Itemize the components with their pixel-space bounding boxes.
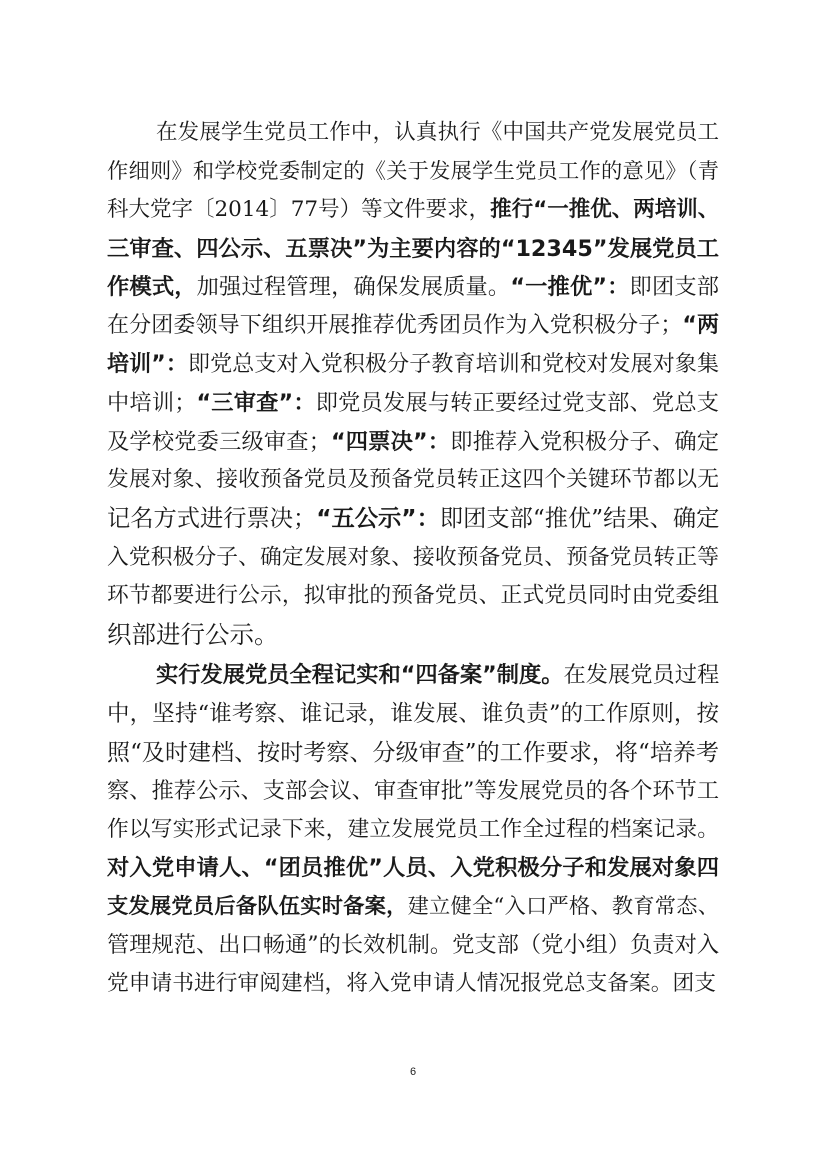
bold-text-run: “四票决”： <box>330 428 451 455</box>
text-line <box>107 461 719 500</box>
body-text <box>107 114 719 1004</box>
text-run: 在分团委领导下组织开展推荐优秀团员作为入党积极分子； <box>107 312 683 338</box>
text-line <box>107 153 719 192</box>
bold-text-run: 对入党申请人、“团员推优”人员、入党积极分子和发展对象四 <box>107 855 719 882</box>
text-run: 即团支部“推优”结果、确定 <box>439 504 720 532</box>
page-number: 6 <box>409 1066 417 1078</box>
text-run: 察、推荐公示、支部会议、审查审批”等发展党员的各个环节工 <box>107 778 720 805</box>
text-run: 党申请书进行审阅建档，将入党申请人情况报党总支备案。团支 <box>107 971 716 997</box>
text-run: 管理规范、出口畅通”的长效机制。党支部（党小组）负责对入 <box>107 932 720 959</box>
text-line <box>107 888 719 927</box>
text-run: 加强过程管理，确保发展质量。 <box>196 274 511 301</box>
text-line <box>107 423 719 462</box>
text-line <box>107 772 719 811</box>
bold-text-run: “五公示”： <box>316 504 440 532</box>
bold-text-run: “三审查”： <box>196 390 316 417</box>
text-run: 及学校党委三级审查； <box>107 428 331 455</box>
bold-text-run: 支发展党员后备队伍实时备案， <box>107 893 408 919</box>
text-line <box>107 384 719 423</box>
text-line <box>107 346 719 385</box>
text-run: 发展对象、接收预备党员及预备党员转正这四个关键环节都以无 <box>107 467 719 493</box>
text-line <box>107 965 719 1004</box>
text-line <box>107 695 719 734</box>
text-run: 入党积极分子、确定发展对象、接收预备党员、预备党员转正等 <box>107 544 719 570</box>
bold-text-run: 三审查、四公示、五票决”为主要内容的“12345”发展党员工 <box>107 235 719 262</box>
bold-text-run: 作模式， <box>107 274 197 301</box>
text-line <box>107 191 719 230</box>
text-line <box>107 849 719 888</box>
text-run: 作以写实形式记录下来，建立发展党员工作全过程的档案记录。 <box>107 816 719 842</box>
text-run: 作细则》和学校党委制定的《关于发展学生党员工作的意见》（青 <box>107 158 719 184</box>
text-run: 即党员发展与转正要经过党支部、党总支 <box>315 390 720 417</box>
bold-text-run: 实行发展党员全程记实和“四备案”制度。 <box>156 662 564 689</box>
text-run: 即推荐入党积极分子、确定 <box>450 428 720 455</box>
text-line <box>107 268 719 307</box>
text-line <box>107 307 719 346</box>
text-line <box>107 656 719 695</box>
bold-text-run: “一推优”： <box>510 274 630 301</box>
text-line <box>107 577 719 616</box>
paragraph <box>107 656 719 1003</box>
text-run: 织部进行公示。 <box>107 619 279 649</box>
text-run: 科大党字〔2014〕77号）等文件要求， <box>107 197 491 223</box>
text-run: 在发展学生党员工作中，认真执行《中国共产党发展党员工 <box>156 120 719 145</box>
paragraph <box>107 114 719 654</box>
text-line <box>107 500 719 539</box>
text-line <box>107 734 719 773</box>
bold-text-run: 培训”： <box>107 351 188 377</box>
text-run: 即党总支对入党积极分子教育培训和党校对发展对象集 <box>187 351 719 377</box>
text-run: 即团支部 <box>629 274 720 301</box>
bold-text-run: 推行“一推优、两培训、 <box>490 197 720 223</box>
text-line <box>107 114 719 153</box>
text-line <box>107 616 719 655</box>
text-line <box>107 230 719 269</box>
text-line <box>107 539 719 578</box>
text-run: 记名方式进行票决； <box>107 504 317 532</box>
text-line <box>107 926 719 965</box>
bold-text-run: “两 <box>682 312 719 338</box>
text-run: 照“及时建档、按时考察、分级审查”的工作要求，将“培养考 <box>107 739 719 766</box>
text-line <box>107 811 719 850</box>
text-run: 建立健全“入口严格、教育常态、 <box>407 893 719 919</box>
text-run: 环节都要进行公示，拟审批的预备党员、正式党员同时由党委组 <box>107 583 719 609</box>
text-run: 中，坚持“谁考察、谁记录，谁发展、谁负责”的工作原则，按 <box>107 700 719 727</box>
text-run: 中培训； <box>107 390 197 417</box>
text-run: 在发展党员过程 <box>563 662 720 689</box>
